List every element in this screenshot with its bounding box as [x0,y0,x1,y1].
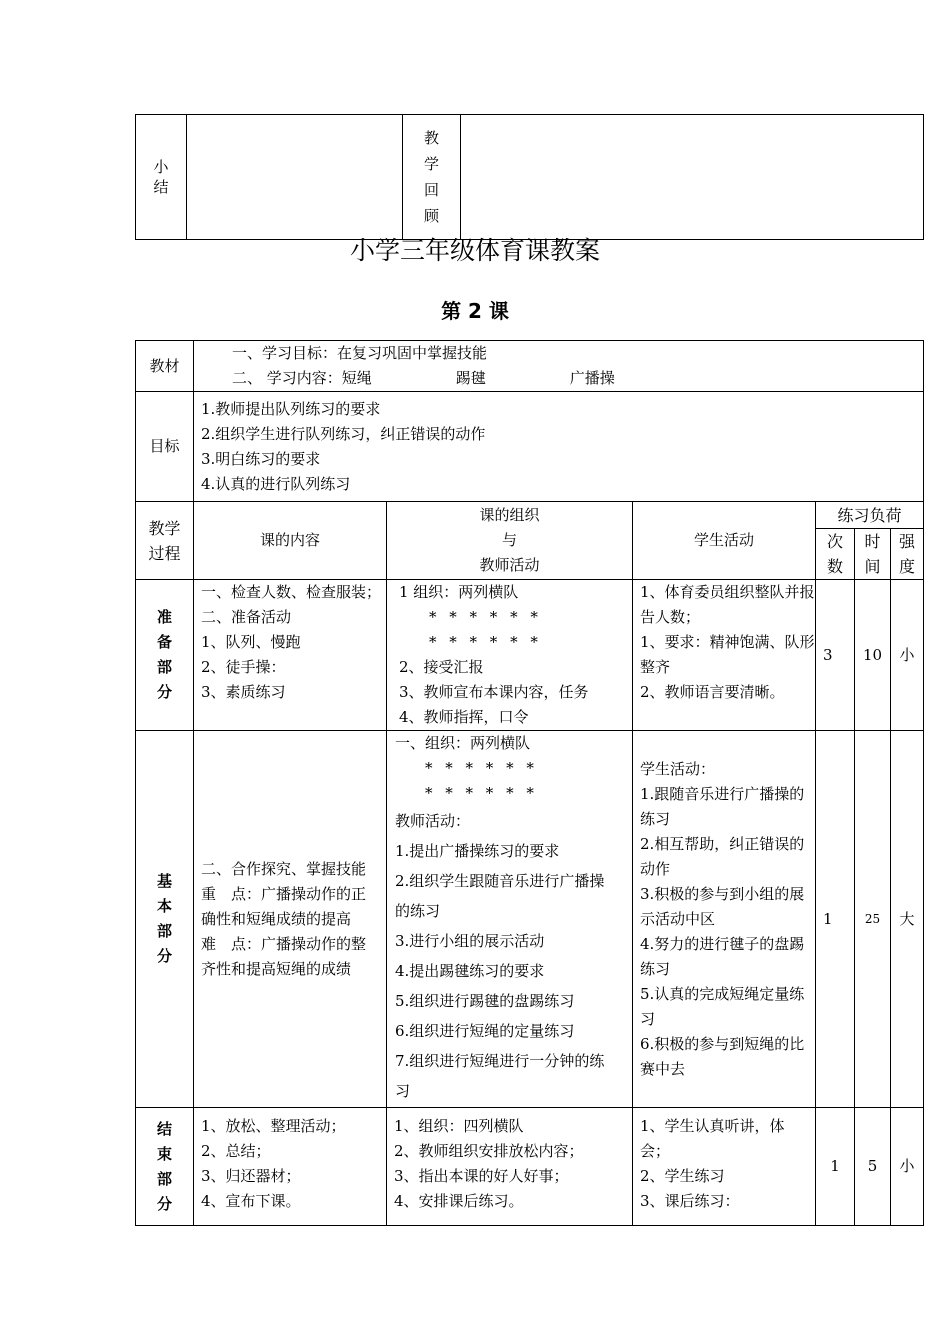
basic-content [194,731,387,1108]
prep-organization-line: 1 组织：两列横队 [399,583,519,601]
basic-times: 1 [816,731,855,1108]
basic-student-line: 5.认真的完成短绳定量练习 [640,984,805,1028]
header-organization-line: 教师活动 [479,556,540,574]
header-student: 学生活动 [633,502,816,580]
header-content: 课的内容 [194,502,387,580]
basic-content-line: 重 点：广播操动作的正确性和短绳成绩的提高 [201,884,367,928]
basic-label [136,731,194,1108]
basic-intensity: 大 [891,731,924,1108]
basic-student-line: 1.跟随音乐进行广播操的练习 [640,784,805,828]
basic-student-line: 6.积极的参与到短绳的比赛中去 [640,1034,805,1078]
basic-student-line: 3.积极的参与到小组的展示活动中区 [640,884,805,928]
basic-student [633,731,816,1108]
end-label-char: 部 [156,1169,172,1188]
prep-content-line: 2、徒手操： [201,658,286,676]
review-label-char: 教 [423,129,439,147]
end-organization-line: 2、教师组织安排放松内容； [394,1142,584,1160]
goal-item: 4.认真的进行队列练习 [201,474,351,493]
header-process-line: 教学 [148,518,181,538]
header-duration-char: 间 [864,557,881,576]
prep-intensity: 小 [891,580,924,731]
basic-organization-line: 4.提出踢毽练习的要求 [395,962,545,980]
header-times [816,529,855,580]
prep-content-line: 3、素质练习 [201,683,286,701]
material-cell [194,341,924,392]
basic-organization-line: 7.组织进行短绳进行一分钟的练习 [395,1052,605,1100]
basic-organization-line: 5.组织进行踢毽的盘踢练习 [395,992,575,1010]
goal-item: 1.教师提出队列练习的要求 [201,399,381,418]
header-organization-line: 课的组织 [479,506,540,524]
end-student-line: 1、学生认真听讲，体会； [640,1117,785,1160]
material-line-1: 一、学习目标：在复习巩固中掌握技能 [232,344,488,362]
end-student [633,1108,816,1226]
end-duration: 5 [855,1108,891,1226]
summary-label-cell [136,115,187,240]
review-content-cell [461,115,924,240]
goal-item: 2.组织学生进行队列练习，纠正错误的动作 [201,424,486,443]
material-label: 教材 [136,341,194,392]
prep-content-line: 1、队列、慢跑 [201,633,301,651]
basic-content-line: 二、合作探究、掌握技能 [201,859,367,878]
end-label [136,1108,194,1226]
basic-student-line: 4.努力的进行毽子的盘踢练习 [640,934,805,978]
basic-organization-line: 6.组织进行短绳的定量练习 [395,1022,575,1040]
goals-cell [194,392,924,502]
summary-label-char: 结 [153,178,169,196]
prep-organization-line: 2、接受汇报 [399,658,484,676]
basic-organization-line: 1.提出广播操练习的要求 [395,842,560,860]
header-duration [855,529,891,580]
prep-content-line: 一、检查人数、检查服装； [201,583,382,601]
prep-organization [387,580,633,731]
basic-organization [387,731,633,1108]
header-times-char: 数 [826,557,843,576]
material-item-rope: 二、 学习内容：短绳 [232,369,372,387]
basic-label-char: 分 [156,947,172,965]
prep-times: 3 [816,580,855,731]
prep-organization-line: 4、教师指挥，口令 [399,708,529,726]
summary-label-char: 小 [153,158,169,176]
prep-content [194,580,387,731]
end-content-line: 1、放松、整理活动； [201,1117,346,1135]
end-label-char: 结 [156,1119,172,1138]
basic-content-line: 难 点：广播操动作的整齐性和提高短绳的成绩 [201,934,367,978]
header-organization-line: 与 [501,531,517,549]
goals-label: 目标 [136,392,194,502]
page-title: 小学三年级体育课教案 [349,236,600,265]
prep-student-line: 2、教师语言要清晰。 [640,683,785,701]
prep-student-line: 1、体育委员组织整队并报告人数； [640,583,815,626]
basic-label-char: 部 [156,922,172,940]
basic-organization-line: 2.组织学生跟随音乐进行广播操的练习 [395,872,605,920]
end-organization [387,1108,633,1226]
header-organization [387,502,633,580]
end-content-line: 2、总结； [201,1142,271,1160]
header-times-char: 次 [826,532,843,551]
review-label-cell [403,115,461,240]
prep-label-char: 分 [156,683,172,701]
end-intensity: 小 [891,1108,924,1226]
lesson-number: 第 2 课 [441,299,509,323]
prep-organization-line: 3、教师宣布本课内容，任务 [399,683,589,701]
end-times: 1 [816,1108,855,1226]
formation-row: * * * * * * [429,633,542,651]
formation-row: * * * * * * [425,759,538,777]
end-student-line: 2、学生练习 [640,1167,725,1185]
header-duration-char: 时 [864,532,881,551]
end-label-char: 束 [156,1144,172,1163]
header-process [136,502,194,580]
header-intensity-char: 强 [899,532,916,551]
basic-label-char: 本 [156,897,172,915]
prep-content-line: 二、准备活动 [201,608,292,626]
end-content-line: 3、归还器材； [201,1167,301,1185]
basic-duration: 25 [855,731,891,1108]
goal-item: 3.明白练习的要求 [201,449,321,468]
summary-content-cell [187,115,403,240]
basic-organization-line: 一、组织：两列横队 [395,734,531,752]
prep-label-char: 备 [156,633,172,651]
end-content-line: 4、宣布下课。 [201,1192,301,1210]
header-intensity [891,529,924,580]
review-table [135,114,924,240]
basic-student-line: 学生活动： [640,759,716,778]
header-intensity-char: 度 [899,557,916,576]
end-student-line: 3、课后练习： [640,1192,740,1210]
end-content [194,1108,387,1226]
material-item-shuttlecock: 踢毽 [455,369,486,387]
header-process-line: 过程 [148,543,181,563]
end-organization-line: 4、安排课后练习。 [394,1192,524,1210]
prep-duration: 10 [855,580,891,731]
prep-label [136,580,194,731]
basic-organization-line: 教师活动： [395,812,471,830]
end-organization-line: 1、组织：四列横队 [394,1117,524,1135]
basic-organization-line: 3.进行小组的展示活动 [395,932,545,950]
end-organization-line: 3、指出本课的好人好事； [394,1167,569,1185]
lesson-plan-table [135,340,924,1226]
review-label-char: 回 [423,181,439,199]
review-label-char: 顾 [423,207,439,225]
prep-student-line: 1、要求：精神饱满、队形整齐 [640,633,815,676]
material-line-2 [232,366,923,391]
prep-student [633,580,816,731]
prep-label-char: 准 [156,608,172,626]
formation-row: * * * * * * [429,608,542,626]
header-load: 练习负荷 [816,502,924,529]
material-item-exercise: 广播操 [569,369,615,387]
formation-row: * * * * * * [425,784,538,802]
prep-label-char: 部 [156,658,172,676]
end-label-char: 分 [156,1194,172,1213]
basic-label-char: 基 [156,872,172,890]
review-label-char: 学 [423,155,439,173]
basic-student-line: 2.相互帮助，纠正错误的动作 [640,834,805,878]
